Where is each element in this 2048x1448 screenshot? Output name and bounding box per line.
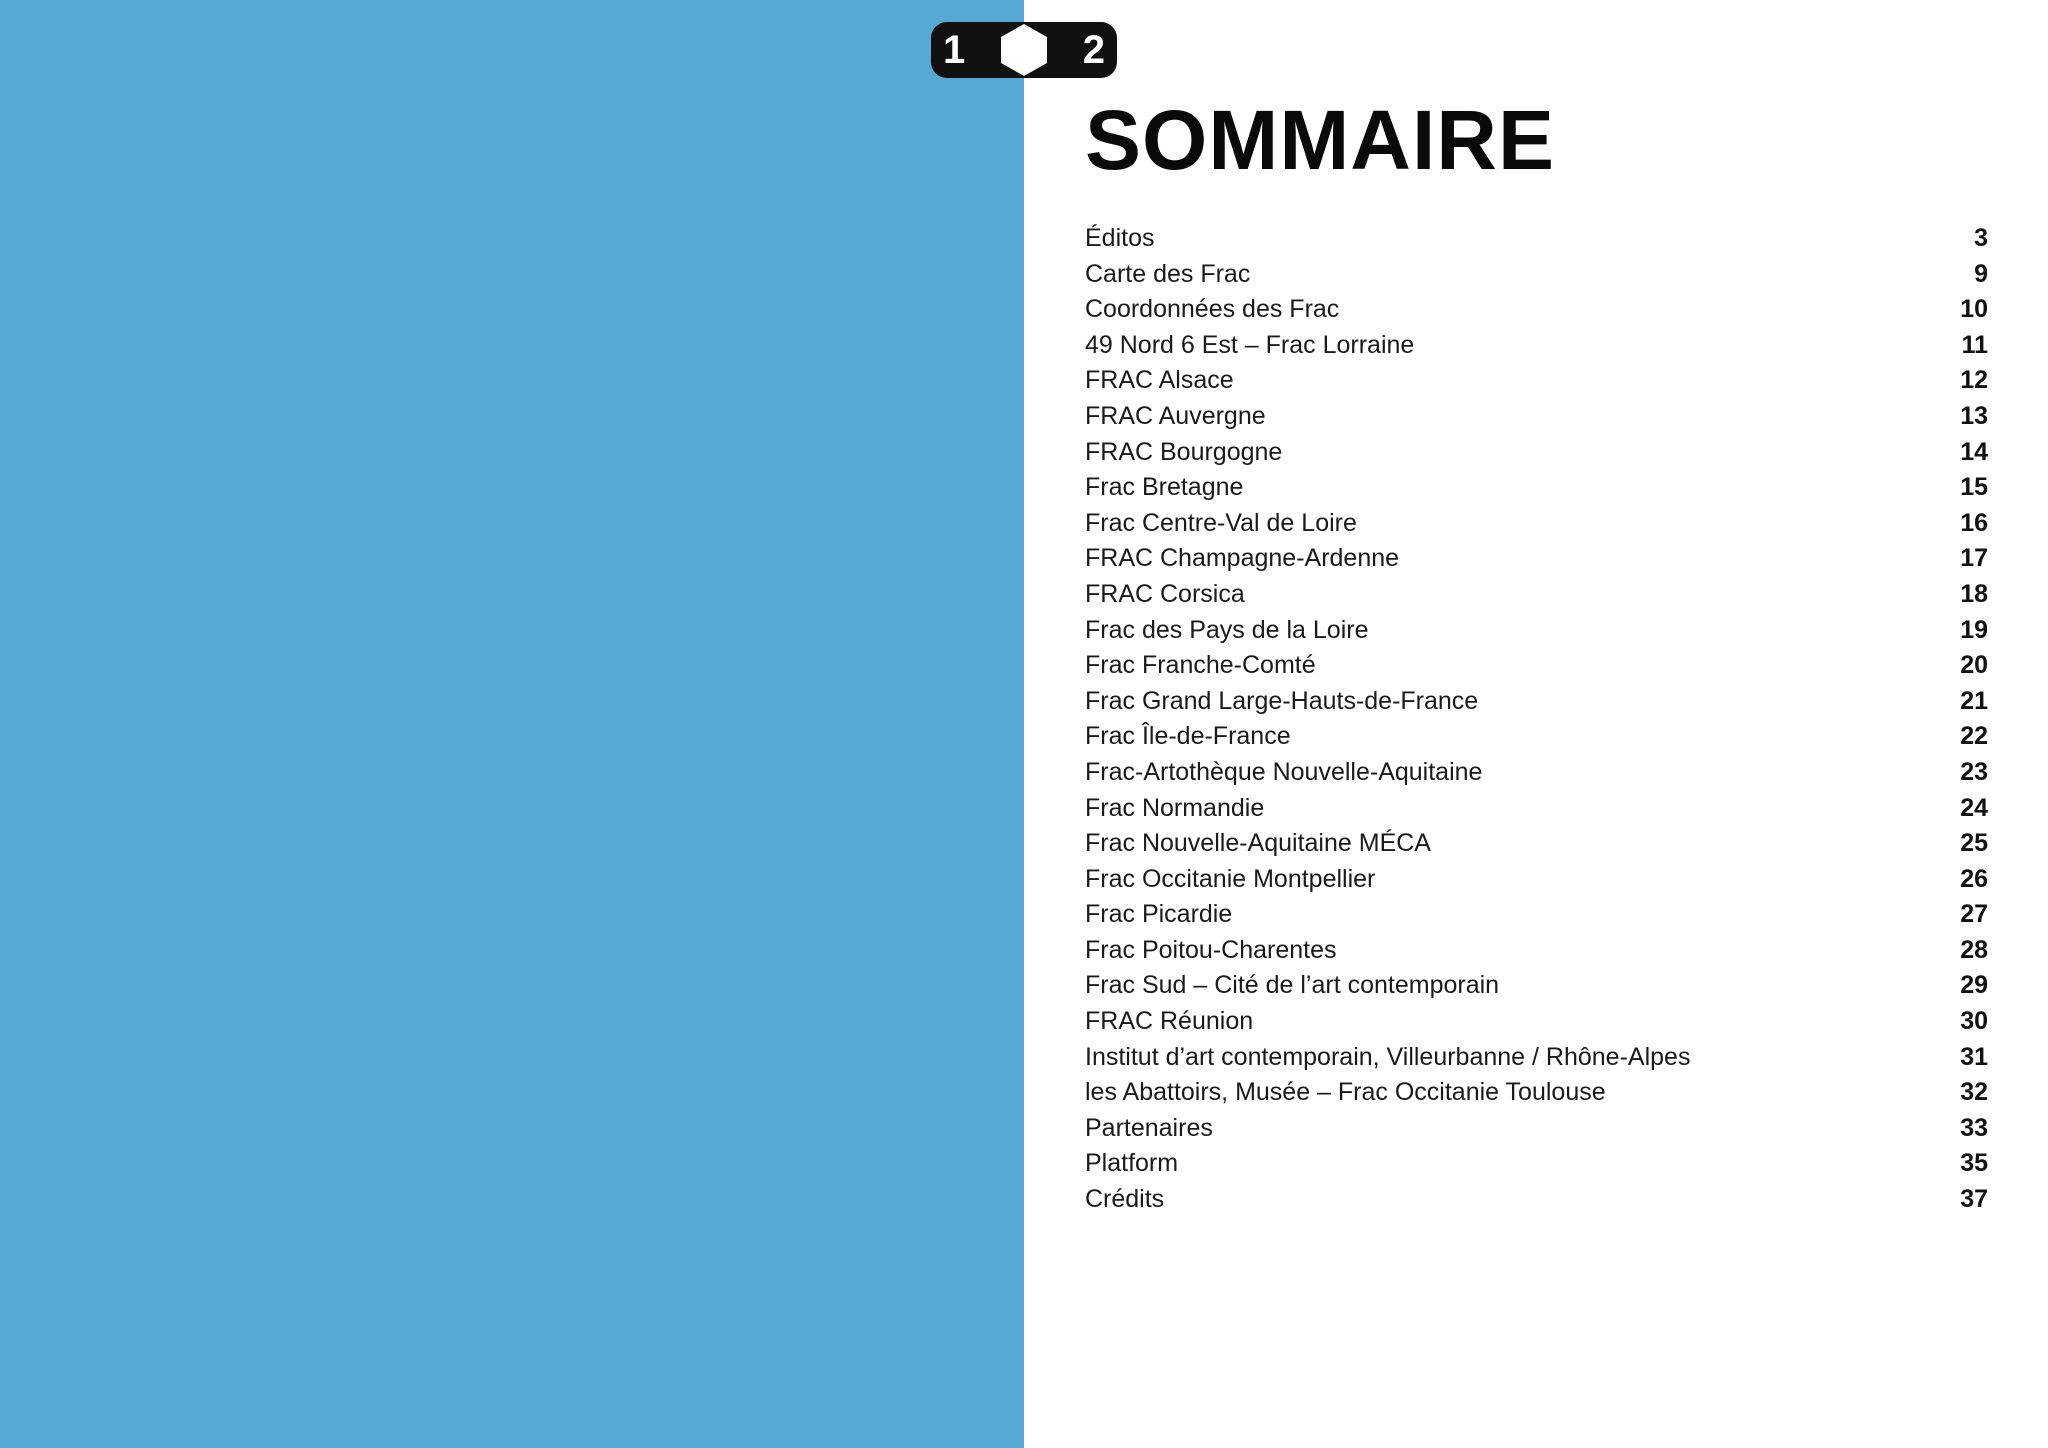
toc-entry-page-number: 23 <box>1960 757 1988 786</box>
toc-entry[interactable] <box>1085 435 1988 471</box>
toc-entry[interactable] <box>1085 933 1988 969</box>
toc-entry-page-number: 21 <box>1960 686 1988 715</box>
toc-entry-label: FRAC Réunion <box>1085 1007 1254 1036</box>
toc-entry-page-number: 24 <box>1960 793 1988 822</box>
toc-entry[interactable] <box>1085 1182 1988 1218</box>
toc-entry-label: FRAC Bourgogne <box>1085 437 1283 466</box>
toc-entry-page-number: 15 <box>1960 473 1988 502</box>
badge-right-page-number: 2 <box>1082 28 1105 72</box>
toc-entry-page-number: 17 <box>1960 544 1988 573</box>
toc-entry-page-number: 11 <box>1961 330 1988 359</box>
toc-entry[interactable] <box>1085 719 1988 755</box>
toc-entry[interactable] <box>1085 755 1988 791</box>
toc-entry-page-number: 25 <box>1960 829 1988 858</box>
table-of-contents <box>1085 221 1988 1218</box>
toc-entry-label: Frac Nouvelle-Aquitaine MÉCA <box>1085 829 1431 858</box>
toc-entry[interactable] <box>1085 541 1988 577</box>
toc-entry-label: Frac Grand Large-Hauts-de-France <box>1085 686 1479 715</box>
toc-entry-label: Carte des Frac <box>1085 259 1251 288</box>
toc-entry[interactable] <box>1085 968 1988 1004</box>
toc-entry-label: Coordonnées des Frac <box>1085 295 1340 324</box>
toc-entry[interactable] <box>1085 1004 1988 1040</box>
toc-entry[interactable] <box>1085 1146 1988 1182</box>
toc-entry-label: Institut d’art contemporain, Villeurbanne / Rhône-Alpes <box>1085 1042 1691 1071</box>
toc-entry-label: FRAC Alsace <box>1085 366 1234 395</box>
toc-entry[interactable] <box>1085 506 1988 542</box>
toc-entry-label: Frac-Artothèque Nouvelle-Aquitaine <box>1085 757 1483 786</box>
page-number-badge <box>931 22 1117 78</box>
toc-entry-page-number: 28 <box>1960 935 1988 964</box>
toc-entry[interactable] <box>1085 1111 1988 1147</box>
toc-entry[interactable] <box>1085 613 1988 649</box>
toc-entry-label: FRAC Auvergne <box>1085 401 1266 430</box>
toc-entry[interactable] <box>1085 363 1988 399</box>
toc-entry-label: les Abattoirs, Musée – Frac Occitanie Toulouse <box>1085 1078 1606 1107</box>
toc-entry-label: Frac Poitou-Charentes <box>1085 935 1337 964</box>
toc-entry[interactable] <box>1085 826 1988 862</box>
toc-entry-page-number: 30 <box>1960 1007 1988 1036</box>
toc-entry-page-number: 37 <box>1960 1185 1988 1214</box>
toc-entry[interactable] <box>1085 470 1988 506</box>
toc-entry-page-number: 32 <box>1960 1078 1988 1107</box>
toc-entry[interactable] <box>1085 1075 1988 1111</box>
toc-entry-label: Frac Franche-Comté <box>1085 651 1316 680</box>
toc-entry-label: Frac Centre-Val de Loire <box>1085 508 1357 537</box>
toc-entry-page-number: 35 <box>1960 1149 1988 1178</box>
toc-entry-page-number: 13 <box>1960 401 1988 430</box>
toc-entry[interactable] <box>1085 1040 1988 1076</box>
toc-entry-label: Partenaires <box>1085 1113 1213 1142</box>
toc-entry-page-number: 26 <box>1960 864 1988 893</box>
toc-entry-page-number: 22 <box>1960 722 1988 751</box>
toc-entry-label: Frac Île-de-France <box>1085 722 1291 751</box>
toc-entry-label: Platform <box>1085 1149 1179 1178</box>
toc-entry-page-number: 18 <box>1960 579 1988 608</box>
toc-entry-label: FRAC Corsica <box>1085 579 1245 608</box>
toc-entry-label: Frac des Pays de la Loire <box>1085 615 1369 644</box>
badge-left-page-number: 1 <box>943 28 966 72</box>
page-title: SOMMAIRE <box>1085 93 1555 187</box>
toc-entry-page-number: 29 <box>1960 971 1988 1000</box>
toc-entry-page-number: 3 <box>1974 224 1988 252</box>
toc-entry[interactable] <box>1085 648 1988 684</box>
toc-entry[interactable] <box>1085 791 1988 827</box>
toc-entry-page-number: 33 <box>1960 1113 1988 1142</box>
toc-entry-page-number: 9 <box>1974 259 1988 288</box>
toc-entry[interactable] <box>1085 684 1988 720</box>
hexagon-icon <box>996 22 1052 78</box>
toc-entry[interactable] <box>1085 257 1988 293</box>
toc-entry-page-number: 19 <box>1960 615 1988 644</box>
toc-entry-label: Frac Normandie <box>1085 793 1265 822</box>
toc-entry[interactable] <box>1085 577 1988 613</box>
toc-entry-page-number: 10 <box>1960 295 1988 324</box>
toc-entry-label: Frac Bretagne <box>1085 473 1244 502</box>
toc-entry[interactable] <box>1085 328 1988 364</box>
toc-entry-label: 49 Nord 6 Est – Frac Lorraine <box>1085 330 1415 359</box>
toc-entry-label: Crédits <box>1085 1185 1165 1214</box>
toc-entry-label: Frac Occitanie Montpellier <box>1085 864 1376 893</box>
toc-entry-page-number: 16 <box>1960 508 1988 537</box>
toc-entry[interactable] <box>1085 221 1988 257</box>
toc-entry[interactable] <box>1085 862 1988 898</box>
toc-entry[interactable] <box>1085 399 1988 435</box>
toc-entry[interactable] <box>1085 292 1988 328</box>
toc-entry-page-number: 27 <box>1960 900 1988 929</box>
toc-entry-page-number: 20 <box>1960 651 1988 680</box>
toc-entry[interactable] <box>1085 897 1988 933</box>
toc-entry-page-number: 14 <box>1960 437 1988 466</box>
toc-entry-page-number: 31 <box>1960 1042 1988 1071</box>
toc-entry-label: Frac Picardie <box>1085 900 1233 929</box>
toc-entry-label: FRAC Champagne-Ardenne <box>1085 544 1400 573</box>
toc-entry-page-number: 12 <box>1960 366 1988 395</box>
toc-entry-label: Éditos <box>1085 224 1155 252</box>
toc-entry-label: Frac Sud – Cité de l’art contemporain <box>1085 971 1500 1000</box>
